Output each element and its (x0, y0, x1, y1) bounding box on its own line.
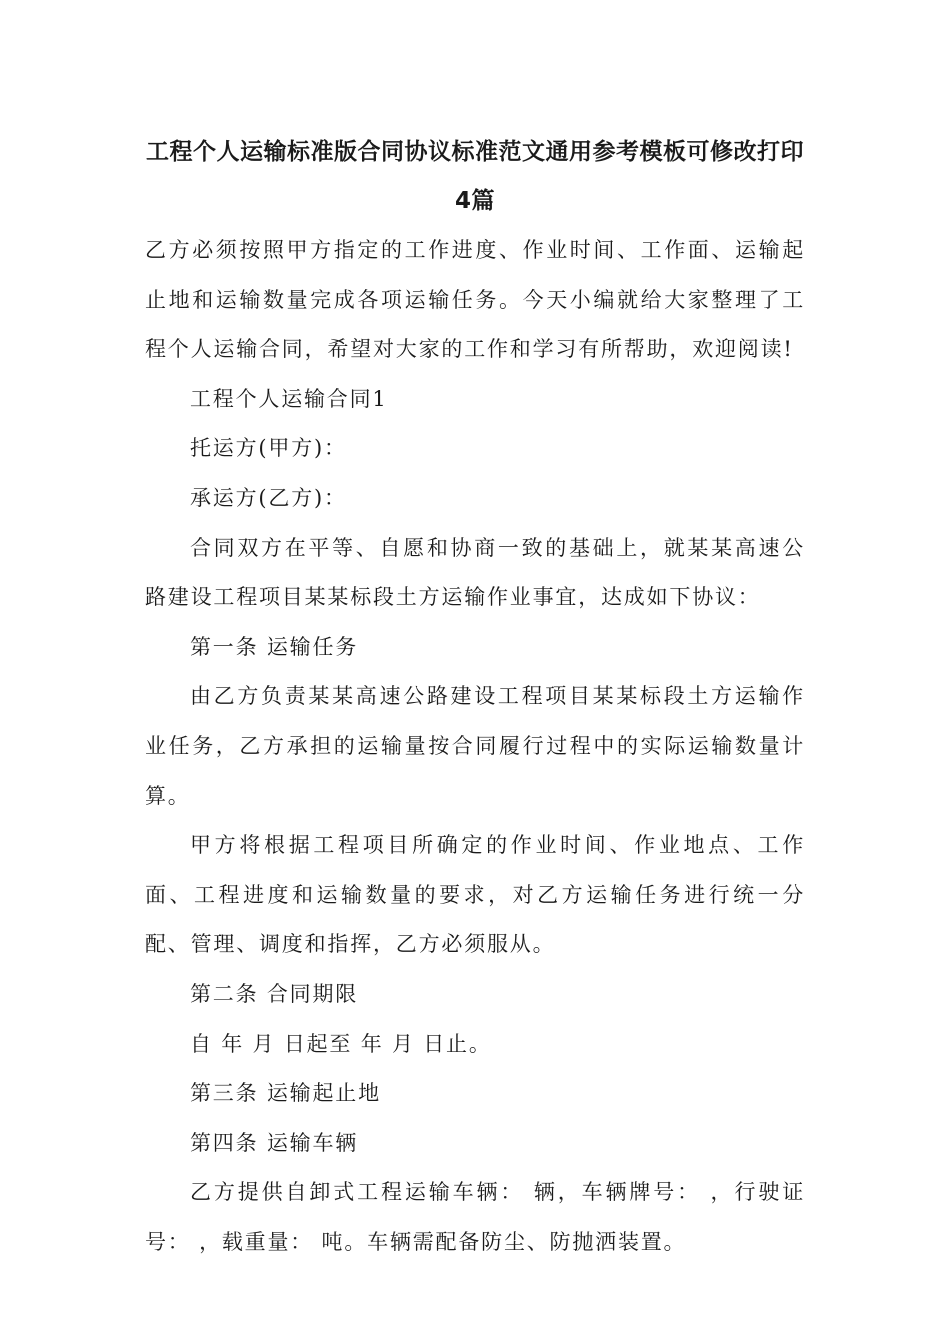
article-2-heading: 第二条 合同期限 (190, 981, 359, 1006)
paragraph-intro: 乙方必须按照甲方指定的工作进度、作业时间、工作面、运输起止地和运输数量完成各项运输任务。今天小编就给大家整理了工程个人运输合同，希望对大家的工作和学习有所帮助，欢迎阅读! (145, 238, 805, 362)
article-4-paragraph: 乙方提供自卸式工程运输车辆： 辆，车辆牌号： ，行驶证号： ，载重量： 吨。车辆需配备防尘、防抛洒装置。 (145, 1180, 805, 1254)
party-a-line: 托运方(甲方)： (190, 436, 347, 461)
article-4-heading: 第四条 运输车辆 (190, 1130, 359, 1155)
contract-heading: 工程个人运输合同1 (190, 386, 388, 411)
article-1-paragraph-1: 由乙方负责某某高速公路建设工程项目某某标段土方运输作业任务，乙方承担的运输量按合同履行过程中的实际运输数量计算。 (145, 684, 805, 808)
document-body (145, 226, 805, 1267)
document-title: 工程个人运输标准版合同协议标准范文通用参考模板可修改打印4篇 (146, 139, 804, 214)
article-1-heading: 第一条 运输任务 (190, 634, 359, 659)
article-2-term-line: 自 年 月 日起至 年 月 日止。 (190, 1031, 492, 1056)
article-1-paragraph-2: 甲方将根据工程项目所确定的作业时间、作业地点、工作面、工程进度和运输数量的要求，对乙方运输任务进行统一分配、管理、调度和指挥，乙方必须服从。 (145, 833, 805, 957)
article-3-heading: 第三条 运输起止地 (190, 1081, 381, 1106)
party-b-line: 承运方(乙方)： (190, 485, 347, 510)
paragraph-preamble: 合同双方在平等、自愿和协商一致的基础上，就某某高速公路建设工程项目某某标段土方运输作业事宜，达成如下协议： (145, 535, 805, 610)
